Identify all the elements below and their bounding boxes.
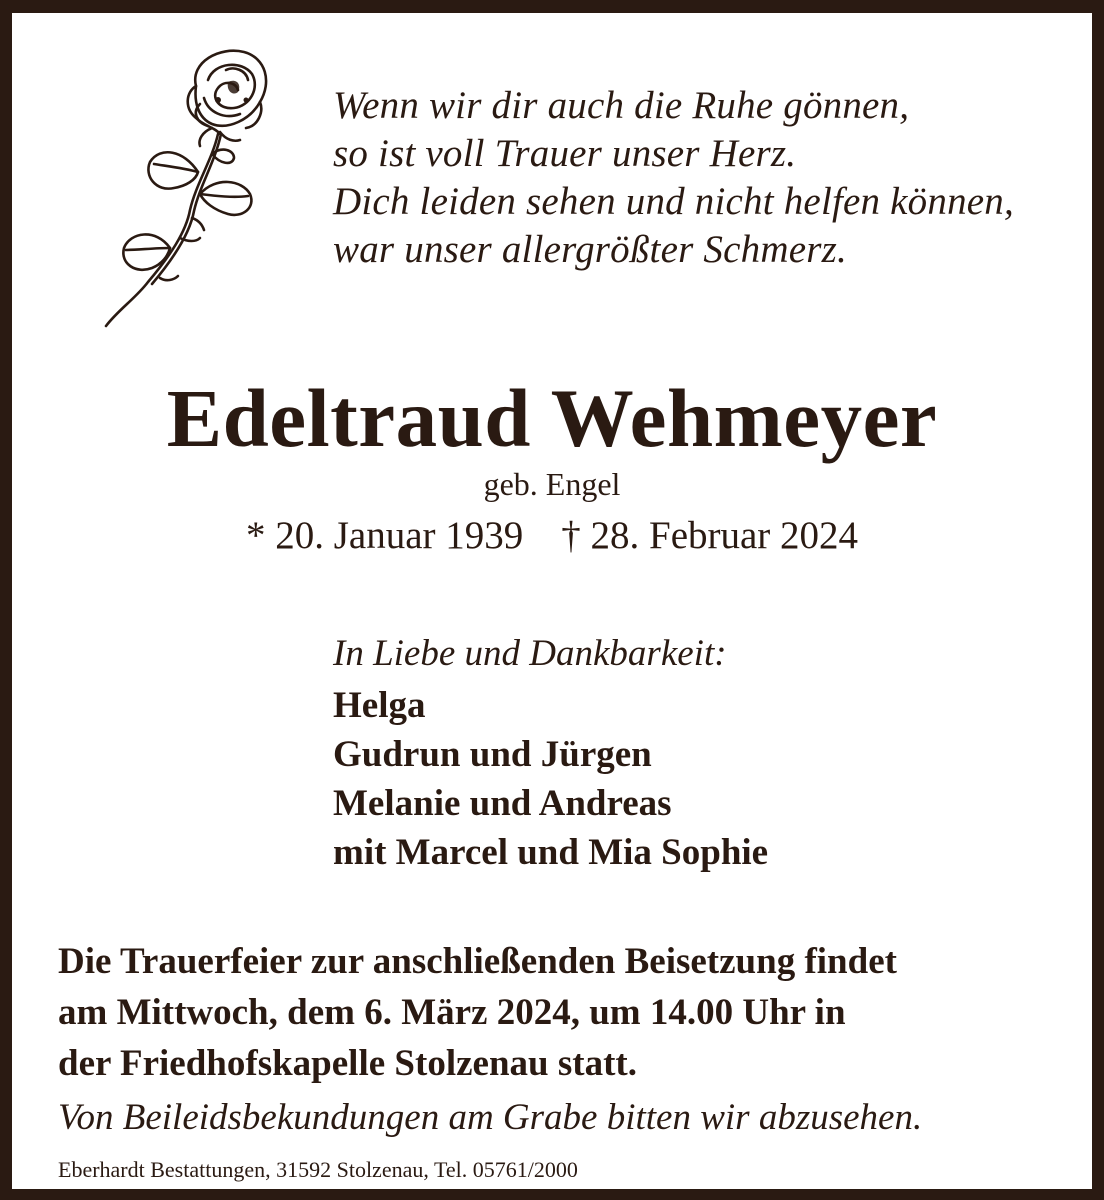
mourner-entry: Melanie und Andreas: [333, 783, 672, 824]
mourners-intro: In Liebe und Dankbarkeit:: [333, 633, 727, 674]
service-line: der Friedhofskapelle Stolzenau statt.: [58, 1043, 637, 1084]
rose-icon: [100, 42, 275, 332]
mourners-list: [333, 681, 768, 877]
service-line: Die Trauerfeier zur anschließenden Beisetzung findet: [58, 941, 897, 982]
undertaker-info: Eberhardt Bestattungen, 31592 Stolzenau, Tel. 05761/2000: [58, 1157, 578, 1182]
mourner-entry: Helga: [333, 685, 426, 726]
deceased-name: Edeltraud Wehmeyer: [166, 372, 938, 464]
death-date: † 28. Februar 2024: [561, 514, 859, 557]
poem-line: so ist voll Trauer unser Herz.: [333, 132, 797, 175]
funeral-service-info: [58, 936, 1058, 1089]
mourner-entry: Gudrun und Jürgen: [333, 734, 652, 775]
service-line: am Mittwoch, dem 6. März 2024, um 14.00 Uhr in: [58, 992, 846, 1033]
condolence-note: Von Beileidsbekundungen am Grabe bitten wir abzusehen.: [58, 1097, 923, 1138]
poem-line: Wenn wir dir auch die Ruhe gönnen,: [333, 84, 910, 127]
life-dates: [0, 512, 1104, 560]
mourner-entry: mit Marcel und Mia Sophie: [333, 832, 769, 873]
maiden-name: geb. Engel: [483, 466, 621, 502]
poem: [333, 82, 1083, 274]
poem-line: war unser allergrößter Schmerz.: [333, 228, 847, 271]
birth-date: * 20. Januar 1939: [245, 514, 524, 557]
poem-line: Dich leiden sehen und nicht helfen können,: [333, 180, 1014, 223]
